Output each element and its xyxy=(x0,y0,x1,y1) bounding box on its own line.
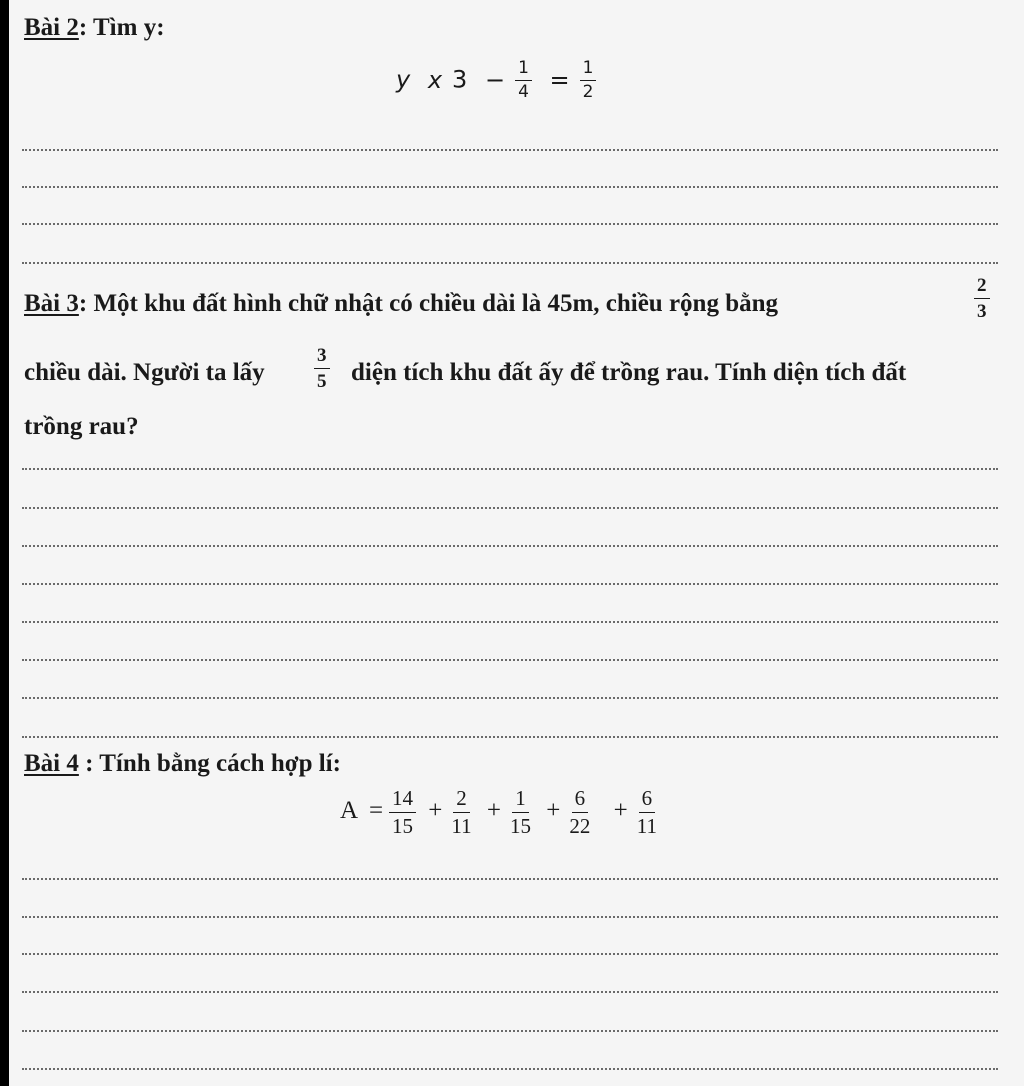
bai2-eq-equals: = xyxy=(549,65,570,94)
bai3-frac1-den: 3 xyxy=(977,301,987,322)
answer-line[interactable] xyxy=(22,659,998,661)
bai3-frac1-num: 2 xyxy=(974,276,990,299)
bai3-frac2-den: 5 xyxy=(317,371,327,392)
bai2-heading xyxy=(24,14,165,42)
bai2-eq-times: x xyxy=(427,65,443,94)
bai4-fraction-3 xyxy=(507,788,534,837)
bai4-expr-equals: = xyxy=(368,797,384,825)
bai3-frac2-num: 3 xyxy=(314,346,330,369)
answer-line[interactable] xyxy=(22,1030,998,1032)
bai4-f4-den: 22 xyxy=(569,814,591,838)
bai2-eq-3: 3 xyxy=(452,65,468,94)
bai3-fraction-3-5 xyxy=(314,346,330,391)
bai4-f1-den: 15 xyxy=(392,814,414,838)
answer-line[interactable] xyxy=(22,507,998,509)
bai4-plus-4: + xyxy=(613,797,628,825)
bai4-label: Bài 4 xyxy=(24,750,79,777)
bai4-expression xyxy=(340,788,660,837)
bai2-eq-fraction-2 xyxy=(580,60,597,101)
bai4-fraction-1 xyxy=(389,788,416,837)
bai4-fraction-5 xyxy=(634,788,660,837)
bai4-expr-lhs: A xyxy=(340,797,357,825)
answer-line[interactable] xyxy=(22,621,998,623)
bai2-eq-var: y xyxy=(396,65,411,94)
answer-line[interactable] xyxy=(22,736,998,738)
answer-line[interactable] xyxy=(22,223,998,225)
bai2-title: : Tìm y: xyxy=(78,14,165,41)
bai4-plus-2: + xyxy=(486,797,501,825)
answer-line[interactable] xyxy=(22,953,998,955)
bai4-f2-num: 2 xyxy=(453,788,470,813)
bai4-f4-num: 6 xyxy=(572,788,589,813)
bai3-label: Bài 3 xyxy=(24,290,79,317)
bai4-plus-1: + xyxy=(428,797,443,825)
answer-line[interactable] xyxy=(22,1068,998,1070)
bai2-label: Bài 2 xyxy=(24,14,79,41)
answer-line[interactable] xyxy=(22,186,998,188)
bai4-f3-den: 15 xyxy=(510,814,531,838)
bai4-f5-num: 6 xyxy=(639,788,656,813)
answer-line[interactable] xyxy=(22,697,998,699)
answer-line[interactable] xyxy=(22,149,998,151)
answer-line[interactable] xyxy=(22,545,998,547)
bai4-fraction-4 xyxy=(566,788,593,837)
bai4-f2-den: 11 xyxy=(451,814,472,838)
answer-line[interactable] xyxy=(22,583,998,585)
bai4-f3-num: 1 xyxy=(512,788,529,813)
bai2-eq-f1-den: 4 xyxy=(518,82,529,102)
bai2-eq-f2-num: 1 xyxy=(580,60,597,81)
bai2-equation xyxy=(396,60,596,101)
bai4-f1-num: 14 xyxy=(389,788,416,813)
left-border-bar xyxy=(0,0,9,1086)
bai2-eq-f2-den: 2 xyxy=(582,82,594,102)
answer-line[interactable] xyxy=(22,916,998,918)
answer-line[interactable] xyxy=(22,991,998,993)
bai4-fraction-2 xyxy=(448,788,474,837)
bai3-text-1: : Một khu đất hình chữ nhật có chiều dài là 45m, chiều rộng bằng xyxy=(78,290,779,317)
bai2-eq-f1-num: 1 xyxy=(515,60,532,81)
bai4-f5-den: 11 xyxy=(636,814,657,838)
bai2-eq-minus: − xyxy=(484,65,506,94)
bai3-fraction-2-3 xyxy=(974,276,990,321)
bai4-heading xyxy=(24,750,341,778)
bai3-text-2b: diện tích khu đất ấy để trồng rau. Tính diện tích đất xyxy=(351,359,907,386)
bai3-text-2a: chiều dài. Người ta lấy xyxy=(24,359,265,386)
bai4-plus-3: + xyxy=(546,797,561,825)
answer-line[interactable] xyxy=(22,468,998,470)
answer-line[interactable] xyxy=(22,262,998,264)
bai3-line-1 xyxy=(24,290,778,318)
bai4-title: : Tính bằng cách hợp lí: xyxy=(78,750,341,777)
answer-line[interactable] xyxy=(22,878,998,880)
bai3-text-3: trồng rau? xyxy=(24,413,139,440)
bai2-eq-fraction-1 xyxy=(515,60,532,101)
